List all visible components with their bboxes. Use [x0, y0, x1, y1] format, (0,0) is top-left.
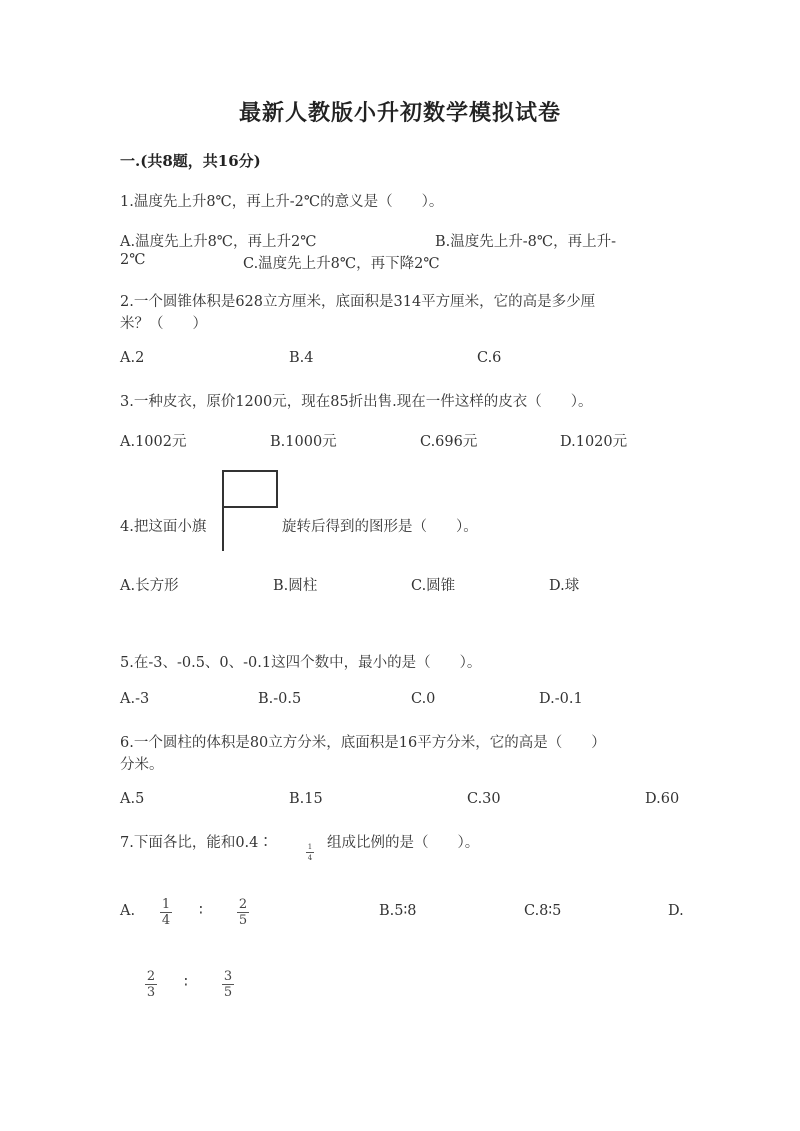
question-3-stem: 3.一种皮衣，原价1200元，现在85折出售.现在一件这样的皮衣（ ）。: [120, 394, 593, 410]
question-4-stem-before: 4.把这面小旗: [120, 519, 207, 535]
question-6-option-d: D.60: [645, 791, 680, 807]
question-3-option-a: A.1002元: [120, 434, 187, 450]
question-1-stem: 1.温度先上升8℃，再上升-2℃的意义是（ ）。: [120, 194, 444, 210]
question-6-option-c: C.30: [467, 791, 501, 807]
question-5-option-d: D.-0.1: [539, 691, 583, 707]
question-5-option-c: C.0: [411, 691, 436, 707]
question-2-stem-line1: 2.一个圆锥体积是628立方厘米，底面积是314平方厘米，它的高是多少厘: [120, 294, 596, 310]
question-1-option-a: A.温度先上升8℃，再上升2℃: [120, 234, 317, 250]
section-heading: 一.(共8题，共16分): [120, 152, 261, 170]
question-4-option-b: B.圆柱: [273, 578, 318, 594]
question-4-option-c: C.圆锥: [411, 578, 456, 594]
question-1-option-c: C.温度先上升8℃，再下降2℃: [243, 256, 440, 272]
fraction-numerator: 2: [238, 897, 248, 912]
question-6-option-a: A.5: [120, 791, 145, 807]
question-7-option-d-fraction-1: [145, 970, 157, 999]
question-7-option-c: C.8∶5: [524, 903, 562, 919]
page-title: 最新人教版小升初数学模拟试卷: [238, 100, 561, 126]
fraction-numerator: 1: [307, 843, 313, 851]
fraction-numerator: 2: [146, 969, 156, 984]
question-4-option-d: D.球: [549, 578, 580, 594]
question-3-option-c: C.696元: [420, 434, 478, 450]
question-7-option-a-colon: ∶: [199, 903, 203, 919]
question-7-option-a-fraction-1: [160, 898, 172, 927]
question-7-option-d-label: D.: [668, 903, 684, 919]
question-4-option-a: A.长方形: [120, 578, 179, 594]
question-1-option-b-continued: 2℃: [120, 252, 146, 268]
question-7-stem-before: 7.下面各比，能和0.4∶: [120, 835, 273, 851]
question-7-option-b: B.5∶8: [379, 903, 417, 919]
fraction-numerator: 1: [161, 897, 171, 912]
question-7-option-a-fraction-2: [237, 898, 249, 927]
question-5-stem: 5.在-3、-0.5、0、-0.1这四个数中，最小的是（ ）。: [120, 655, 482, 671]
flag-figure: [218, 469, 282, 553]
question-2-option-a: A.2: [120, 350, 145, 366]
question-7-option-a-label: A.: [120, 903, 136, 919]
question-7-option-d-fraction-2: [222, 970, 234, 999]
fraction-denominator: 3: [146, 985, 156, 1000]
question-6-stem-line2: 分米。: [120, 757, 164, 773]
question-2-option-b: B.4: [289, 350, 314, 366]
question-7-stem-fraction: [306, 843, 314, 862]
fraction-denominator: 5: [238, 913, 248, 928]
question-3-option-d: D.1020元: [560, 434, 628, 450]
fraction-denominator: 5: [223, 985, 233, 1000]
question-1-option-b: B.温度先上升-8℃，再上升-: [435, 234, 617, 250]
question-5-option-b: B.-0.5: [258, 691, 302, 707]
fraction-denominator: 4: [307, 854, 313, 862]
question-6-option-b: B.15: [289, 791, 323, 807]
question-3-option-b: B.1000元: [270, 434, 337, 450]
question-2-stem-line2: 米？（ ）: [120, 316, 207, 332]
question-5-option-a: A.-3: [120, 691, 150, 707]
question-4-stem-after: 旋转后得到的图形是（ ）。: [282, 519, 478, 535]
question-2-option-c: C.6: [477, 350, 502, 366]
question-6-stem-line1: 6.一个圆柱的体积是80立方分米，底面积是16平方分米，它的高是（ ）: [120, 735, 606, 751]
fraction-denominator: 4: [161, 913, 171, 928]
fraction-numerator: 3: [223, 969, 233, 984]
question-7-option-d-colon: ∶: [184, 975, 188, 991]
question-7-stem-after: 组成比例的是（ ）。: [327, 835, 480, 851]
